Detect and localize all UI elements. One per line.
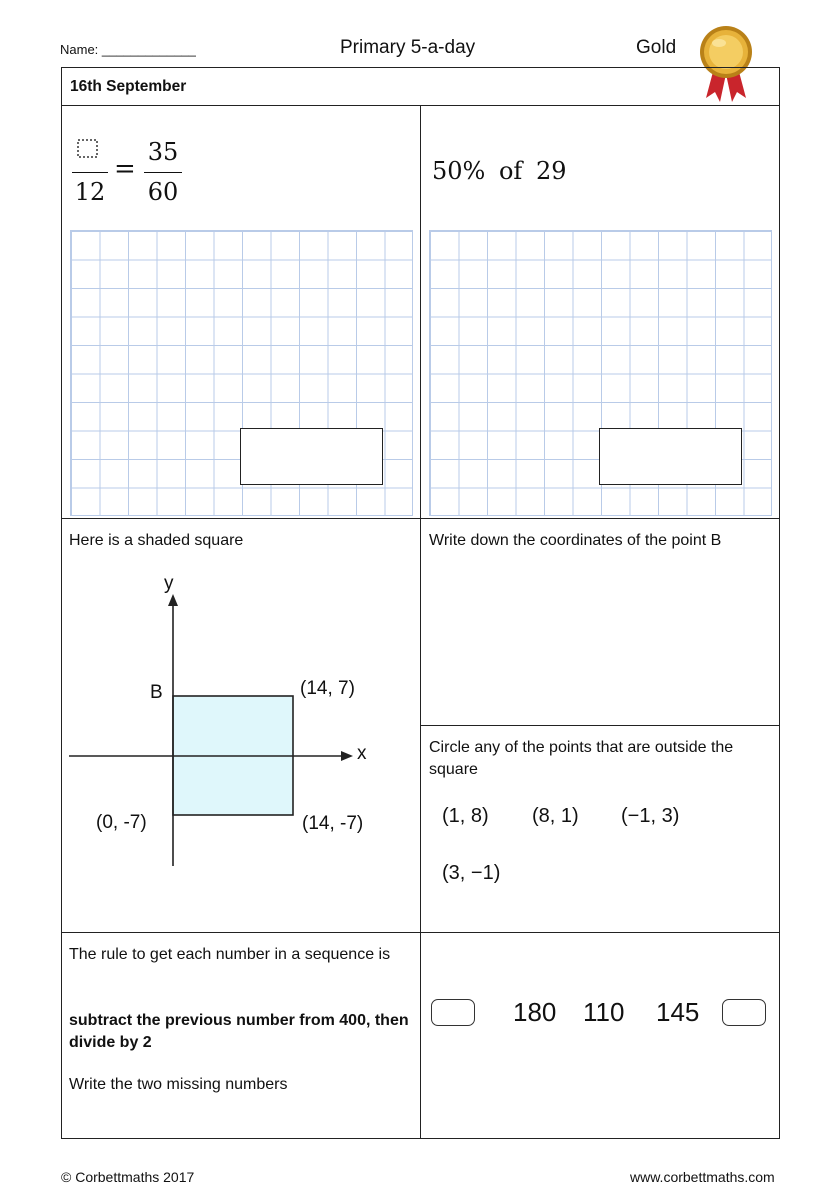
- missing-number-box-first[interactable]: [431, 999, 475, 1026]
- point-b-question: Write down the coordinates of the point B: [429, 532, 722, 549]
- bottom-right-coordinate: (14, -7): [302, 813, 364, 834]
- page-title: Primary 5-a-day: [340, 37, 476, 58]
- dotted-square-icon: [76, 138, 100, 160]
- footer-website-link[interactable]: www.corbettmaths.com: [630, 1169, 775, 1185]
- outside-points-prompt: Circle any of the points that are outside the square: [429, 739, 734, 778]
- y-axis-arrow-icon: [168, 594, 178, 606]
- level-label: Gold: [636, 37, 677, 58]
- missing-number-box-last[interactable]: [722, 999, 766, 1026]
- row-divider-1: [61, 518, 780, 519]
- point-option[interactable]: (−1, 3): [621, 805, 680, 827]
- sequence-rule: subtract the previous number from 400, then divide by 2: [69, 1012, 409, 1051]
- x-axis-label: x: [357, 743, 367, 764]
- name-field-label: Name: _____________: [60, 42, 196, 57]
- y-axis-label: y: [164, 573, 174, 594]
- center-column-divider: [420, 105, 421, 1139]
- equals-sign: =: [114, 154, 136, 184]
- right-cell-divider: [420, 725, 780, 726]
- x-axis-arrow-icon: [341, 751, 353, 761]
- percent-number: 29: [535, 157, 567, 185]
- point-option[interactable]: (8, 1): [532, 805, 579, 827]
- bottom-left-coordinate: (0, -7): [96, 812, 147, 833]
- denominator-left: 12: [74, 178, 106, 206]
- sequence-number: 145: [656, 997, 700, 1027]
- footer-copyright: © Corbettmaths 2017: [61, 1169, 195, 1185]
- point-b-label: B: [150, 682, 163, 703]
- shaded-square-prompt: Here is a shaded square: [69, 532, 244, 549]
- answer-box-left[interactable]: [240, 428, 383, 485]
- point-option[interactable]: (1, 8): [442, 805, 489, 827]
- sequence-number: 110: [583, 997, 625, 1027]
- numerator-right: 35: [147, 138, 179, 166]
- of-word: of: [498, 157, 523, 185]
- percentage-question: [432, 157, 567, 185]
- fraction-bar-left: [72, 172, 108, 173]
- worksheet-date: 16th September: [70, 78, 187, 95]
- fraction-question: [70, 132, 190, 214]
- denominator-right: 60: [147, 178, 179, 206]
- percent-value: 50%: [432, 157, 486, 185]
- top-right-coordinate: (14, 7): [300, 678, 355, 699]
- sequence-rule-intro: The rule to get each number in a sequence is: [69, 946, 391, 963]
- point-option[interactable]: (3, −1): [442, 862, 501, 884]
- answer-box-right[interactable]: [599, 428, 742, 485]
- fraction-bar-right: [144, 172, 182, 173]
- sequence-instruction: Write the two missing numbers: [69, 1076, 288, 1093]
- row-divider-2: [61, 932, 780, 933]
- sequence-number: 180: [513, 997, 557, 1027]
